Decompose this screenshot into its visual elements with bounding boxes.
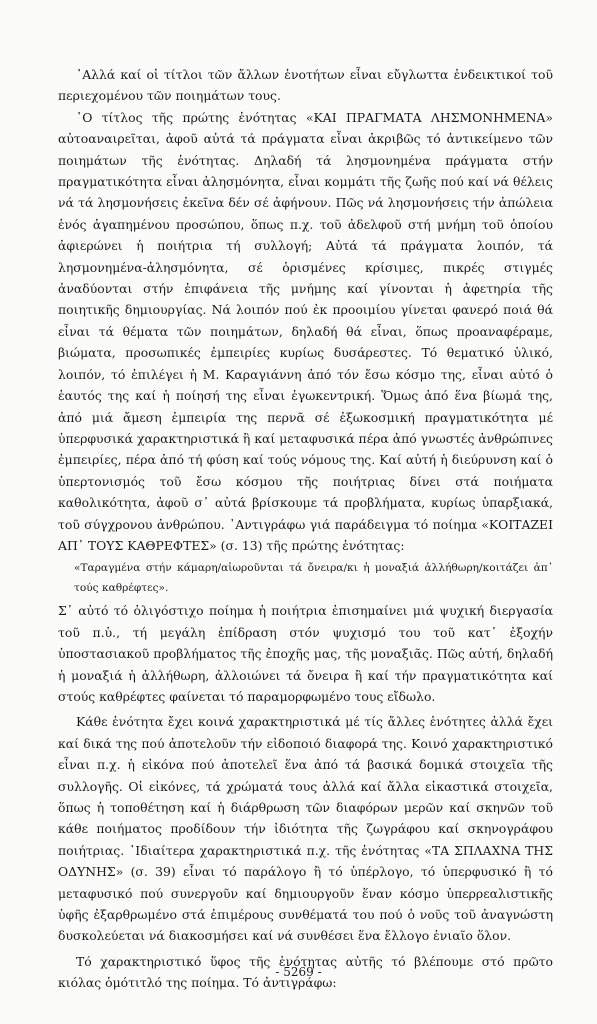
poem-quote: «Ταραγμένα στήν κάμαρη/αἰωροῦνται τά ὄνειρα/κι ἡ μοναξιά ἀλλήθωρη/κοιτάζει ἀπ᾿ τούς καθρέφτες». — [74, 562, 553, 595]
paragraph-common-features: Κάθε ἑνότητα ἔχει κοινά χαρακτηριστικά μέ τίς ἄλλες ἑνότητες ἀλλά ἔχει καί δικά της πού ἀποτελοῦν τήν εἰδοποιό διαφορά της. Κοινό χαρακτηριστικό εἶναι π.χ. ἡ εἰκόνα πού ἀποτελεῖ ἕνα ἀπό τά βασικά δομικά στοιχεῖα τῆς συλλογῆς. Οἱ εἰκόνες, τά χρώματά τους ἀλλά καί ἄλλα εἰκαστικά στοιχεῖα, ὅπως ἡ τοποθέτηση καί ἡ διάρθρωση τῶν διαφόρων μερῶν καί σκηνῶν τοῦ κάθε ποιήματος προδίδουν τήν ἰδιότητα τῆς ζωγράφου καί σκηνογράφου ποιήτριας. ᾿Ιδιαίτερα χαρακτηριστικά π.χ. τῆς ἑνότητας «ΤΑ ΣΠΛΑΧΝΑ ΤΗΣ ΟΔΥΝΗΣ» (σ. 39) εἶναι τό παράλογο ἢ τό ὑπέρλογο, τό ὑπερφυσικό ἢ τό μεταφυσικό πού συνεργοῦν καί δημιουργοῦν ἕναν κόσμο ὑπερρεαλιστικῆς ὑφῆς ἐξαρθρωμένο στά ἐπιμέρους συνθέματά του πού ὁ νοῦς τοῦ ἀναγνώστη δυσκολεύεται νά διακοσμήσει καί νά συνθέσει ἕνα ἔλλογο ἑνιαῖο ὅλον. — [58, 714, 553, 944]
paragraph-style: Τό χαρακτηριστικό ὕφος τῆς ἑνότητας αὐτῆς τό βλέπουμε στό πρῶτο κιόλας ὁμότιτλό της ποίημα. Τό ἀντιγράφω: — [58, 953, 553, 991]
paragraph-poem-analysis: Σ᾿ αὐτό τό ὀλιγόστιχο ποίημα ἡ ποιήτρια ἐπισημαίνει μιά ψυχική διεργασία τοῦ π.ὑ., τή μεγάλη ἐπίδραση στόν ψυχισμό του τοῦ κατ᾿ ἐξοχήν ὑποστασιακοῦ προβλήματος τῆς ἐποχῆς μας, τῆς μοναξιᾶς. Πῶς αὐτή, δηλαδή ἡ μοναξιά ἡ ἀλλήθωρη, ἀλλοιώνει τά ὄνειρα ἢ καί τήν πραγματικότητα καί στούς καθρέφτες φαίνεται τό παραμορφωμένο τους εἴδωλο. — [58, 603, 553, 704]
paragraph-titles-intro: ᾿Αλλά καί οἱ τίτλοι τῶν ἄλλων ἑνοτήτων εἶναι εὔγλωττα ἐνδεικτικοί τοῦ περιεχομένου τῶν ποιημάτων τους. — [58, 67, 553, 104]
body-text — [58, 64, 553, 994]
paragraph-first-section: ῾Ο τίτλος τῆς πρώτης ἑνότητας «ΚΑΙ ΠΡΑΓΜΑΤΑ ΛΗΣΜΟΝΗΜΕΝΑ» αὐτοαναιρεῖται, ἀφοῦ αὐτά τά πράγματα εἶναι ἀκριβῶς τό ἀντικείμενο τῶν ποιημάτων τῆς ἑνότητας. Δηλαδή τά λησμονημένα πράγματα στήν πραγματικότητα εἶναι ἀλησμόνητα, εἶναι κομμάτι τῆς ζωῆς πού καί νά θέλεις νά τά λησμονήσεις ἐκεῖνα δέν σέ ἀφήνουν. Πῶς νά λησμονήσεις τήν ἀπώλεια ἑνός ἀγαπημένου προσώπου, ὅπως π.χ. τοῦ ἀδελφοῦ στή μνήμη τοῦ ὁποίου ἀφιερώνει ἡ ποιήτρια τή συλλογή; Αὐτά τά πράγματα λοιπόν, τά λησμονημένα-ἀλησμόνητα, σέ ὁρισμένες κρίσιμες, πικρές στιγμές ἀναδύονται στήν ἐπιφάνεια τῆς μνήμης καί γίνονται ἡ ἀφετηρία τῆς ποιητικῆς δημιουργίας. Νά λοιπόν πού ἐκ προοιμίου γίνεται φανερό ποιά θά εἶναι τά θέματα τῶν ποιημάτων, δηλαδή θά εἶναι, ὅπως προαναφέραμε, βιώματα, προσωπικές ἐμπειρίες κυρίως δυσάρεστες. Τό θεματικό ὑλικό, λοιπόν, τό ἐπιλέγει ἡ Μ. Καραγιάννη ἀπό τόν ἔσω κόσμο της, εἶναι αὐτό ὁ ἑαυτός της καί ἡ ποίησή της εἶναι ἐγωκεντρική. Ὅμως ἀπό ἕνα βίωμά της, ἀπό μιά ἄμεση ἐμπειρία της περνᾶ σέ ἐξωκοσμική πραγματικότητα μέ ὑπερφυσικά χαρακτηριστικά ἢ καί μεταφυσικά πέρα ἀπό γνωστές ἀνθρώπινες ἐμπειρίες, πέρα ἀπό τή φύση καί τούς νόμους της. Καί αὐτή ἡ διεύρυνση καί ὁ ὑπερτονισμός τοῦ ἔσω κόσμου τῆς ποιήτριας δίνει στά ποιήματα καθολικότητα, ἀφοῦ σ᾿ αὐτά βρίσκουμε τά προβλήματα, κυρίως ὑπαρξιακά, τοῦ σύγχρονου ἀνθρώπου. ᾿Αντιγράφω γιά παράδειγμα τό ποίημα «ΚΟΙΤΑΖΕΙ ΑΠ᾿ ΤΟΥΣ ΚΑΘΡΕΦΤΕΣ» (σ. 13) τῆς πρώτης ἑνότητας: — [58, 109, 553, 553]
page-number: - 5269 - — [275, 965, 322, 979]
